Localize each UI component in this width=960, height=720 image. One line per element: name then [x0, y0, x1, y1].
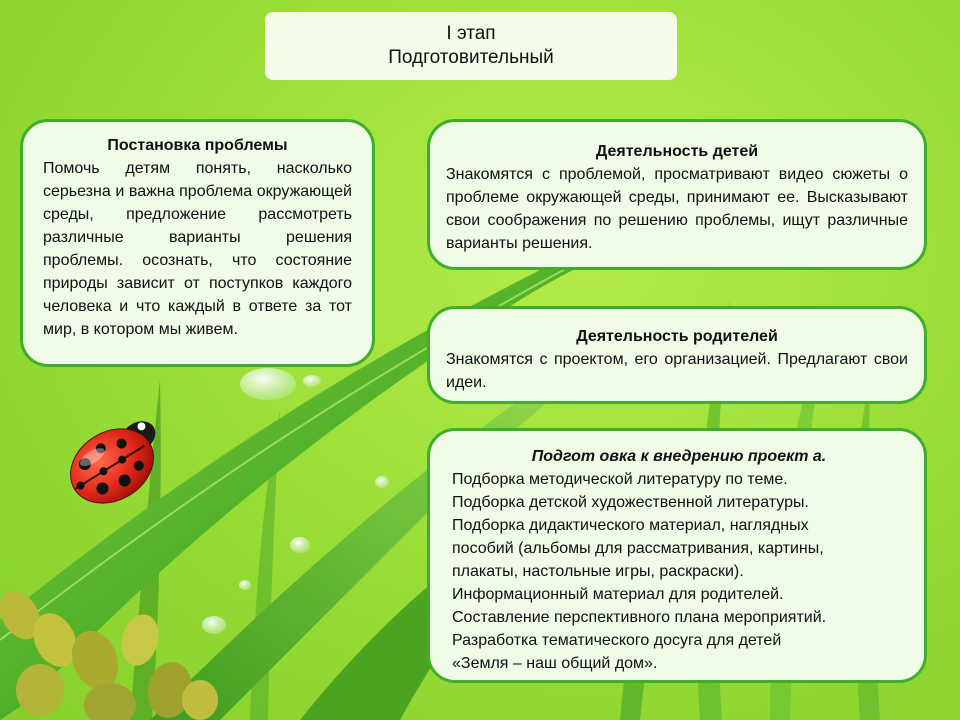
water-drop [239, 580, 251, 590]
preparation-line: Составление перспективного плана мероприятий. [452, 609, 827, 626]
preparation-line: Подборка дидактического материал, наглядных [452, 517, 809, 534]
parents-activity-box [427, 306, 927, 404]
children-heading: Деятельность детей [595, 143, 759, 160]
problem-statement-box [20, 119, 375, 367]
project-preparation-box [427, 428, 927, 683]
stage-name: Подготовительный [388, 47, 554, 68]
preparation-line: Разработка тематического досуга для детей [452, 632, 782, 649]
problem-heading: Постановка проблемы [107, 137, 288, 154]
stage-title-box [265, 12, 677, 80]
preparation-line: пособий (альбомы для рассматривания, картины, [452, 540, 824, 557]
water-drop [202, 616, 226, 634]
preparation-line: «Земля – наш общий дом». [452, 655, 658, 672]
preparation-line: плакаты, настольные игры, раскраски). [452, 563, 744, 580]
children-activity-box [427, 119, 927, 270]
stage-number: I этап [446, 23, 496, 44]
problem-text: Помочь детям понять, насколько серьезна и важна проблема окружающей среды, предложение рассмотреть различные варианты решения проблемы. осознать, что состояние природы зависит от поступков каждого человека и что каждый в ответе за тот мир, в котором мы живем. [43, 160, 352, 338]
preparation-line: Информационный материал для родителей. [452, 586, 784, 603]
water-drop [240, 368, 296, 400]
water-drop [303, 375, 321, 387]
parents-heading: Деятельность родителей [576, 328, 778, 345]
preparation-line: Подборка методической литературу по теме. [452, 471, 788, 488]
children-text: Знакомятся с проблемой, просматривают видео сюжеты о проблеме окружающей среды, принимают ее. Высказывают свои соображения по решению проблемы, ищут различные варианты решения. [446, 166, 908, 252]
parents-text: Знакомятся с проектом, его организацией. Предлагают свои идеи. [446, 351, 908, 391]
water-drop [375, 476, 389, 488]
water-drop [290, 537, 310, 553]
preparation-heading: Подгот овка к внедрению проект а. [531, 448, 827, 465]
preparation-line: Подборка детской художественной литературы. [452, 494, 809, 511]
